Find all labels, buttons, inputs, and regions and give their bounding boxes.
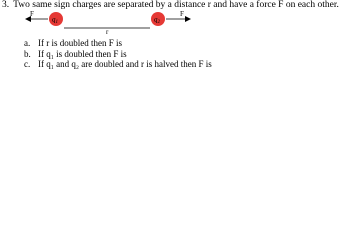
question-prompt: Two same sign charges are separated by a distance r and have a force F on each other. — [13, 0, 339, 10]
option-b — [24, 49, 212, 60]
force-label-right: F — [180, 10, 184, 18]
option-a-text: If r is doubled then F is — [38, 38, 122, 48]
answer-options — [24, 38, 212, 70]
option-b-letter: b. — [24, 48, 31, 59]
option-a-letter: a. — [24, 38, 31, 48]
option-c-text: If q₁ and q₂ are doubled and r is halved then F is — [38, 59, 212, 69]
charge-q1-label: $q_1$ — [52, 15, 58, 25]
charge-q2-label: $q_2$ — [154, 15, 160, 25]
option-c-letter: c. — [24, 59, 31, 69]
option-a — [24, 38, 212, 49]
distance-label: r — [106, 28, 109, 34]
question-number: 3. — [2, 0, 10, 10]
option-c — [24, 59, 212, 70]
force-label-left: F — [30, 10, 34, 18]
charges-diagram-svg — [24, 10, 194, 34]
option-b-text: If q₁ is doubled then F is — [38, 48, 127, 59]
charges-diagram — [24, 10, 194, 34]
